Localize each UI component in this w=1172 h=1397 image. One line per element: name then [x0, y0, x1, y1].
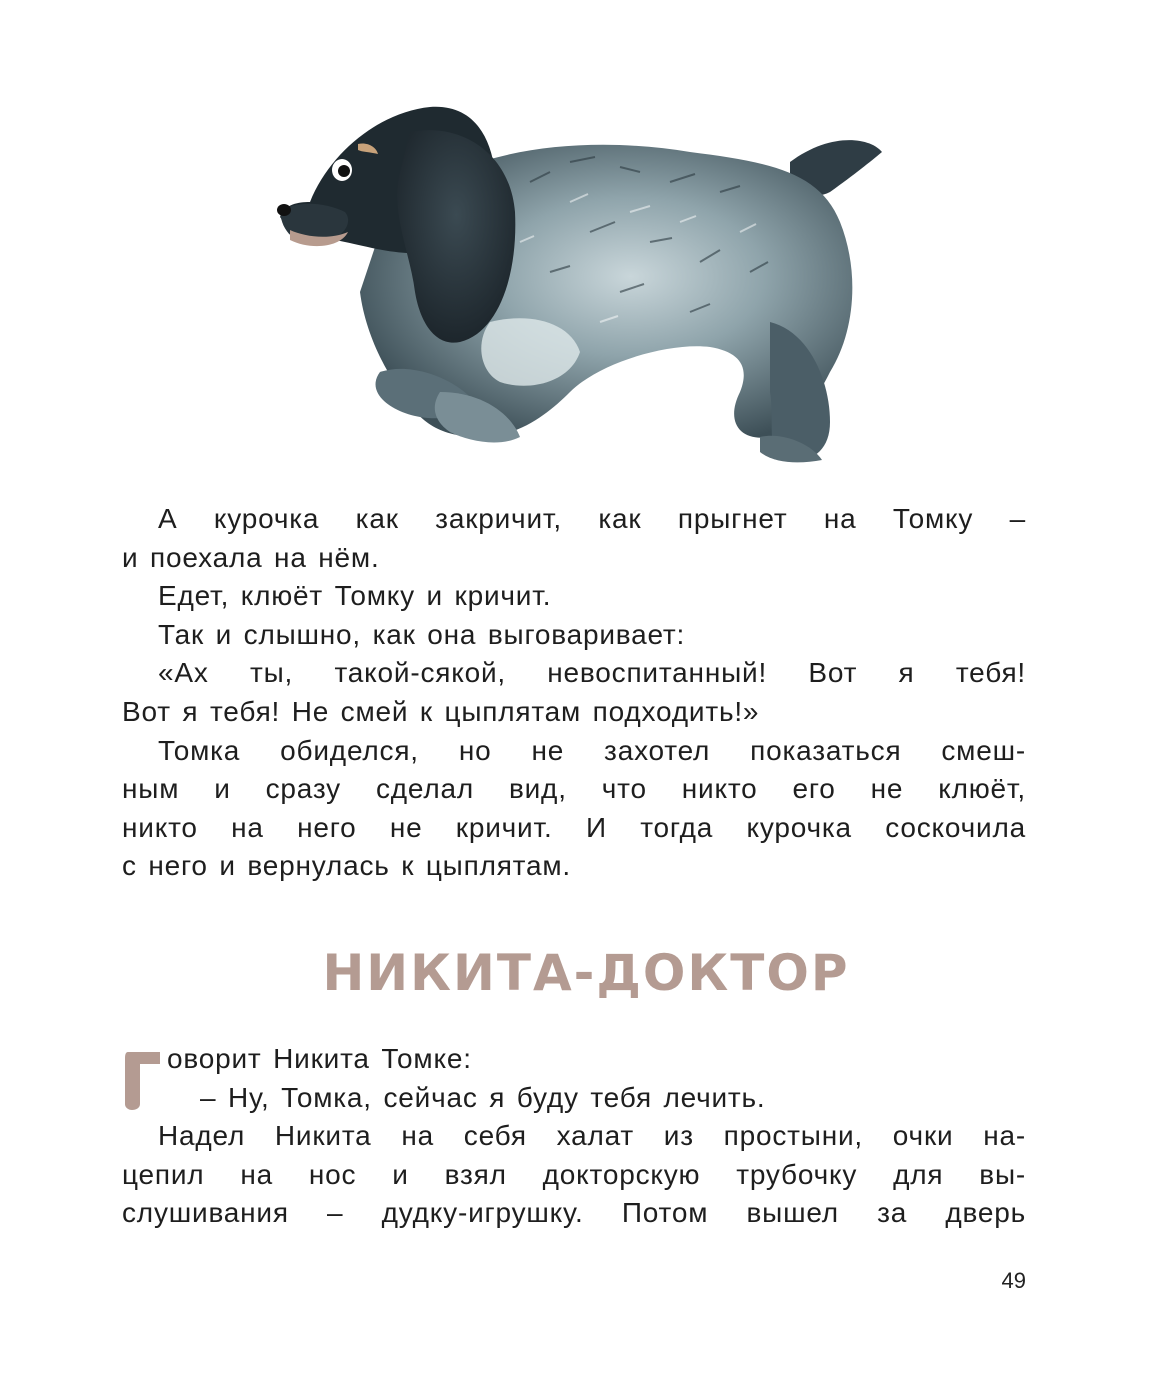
paragraph-continuation: и поехала на нём.	[122, 541, 380, 573]
paragraph-continuation: Вот я тебя! Не смей к цыплятам подходить!»	[122, 695, 760, 727]
paragraph: «Ах ты, такой-сякой, невоспитанный! Вот я тебя!	[158, 657, 1026, 689]
chapter-first-line: оворит Никита Томке:	[167, 1043, 472, 1074]
paragraph: Надел Никита на себя халат из простыни, очки на-	[158, 1120, 1026, 1151]
paragraph: Так и слышно, как она выговаривает:	[158, 618, 686, 650]
dropcap-letter	[122, 1048, 162, 1110]
paragraph-continuation: с него и вернулась к цыплятам.	[122, 850, 571, 882]
paragraph-continuation: ным и сразу сделал вид, что никто его не клюёт,	[122, 773, 1026, 805]
paragraph-continuation: никто на него не кричит. И тогда курочка соскочила	[122, 811, 1026, 843]
chapter-dialogue-line: – Ну, Томка, сейчас я буду тебя лечить.	[200, 1082, 766, 1113]
paragraph: Томка обиделся, но не захотел показаться смеш-	[158, 734, 1026, 766]
dog-illustration	[270, 92, 900, 482]
paragraph-continuation: цепил на нос и взял докторскую трубочку для вы-	[122, 1158, 1026, 1190]
paragraph: Едет, клюёт Томку и кричит.	[158, 580, 552, 612]
paragraph-continuation: слушивания – дудку-игрушку. Потом вышел за дверь	[122, 1197, 1026, 1229]
page-number: 49	[1001, 1268, 1026, 1293]
paragraph: А курочка как закричит, как прыгнет на Томку –	[158, 503, 1026, 534]
chapter-title: НИКИТА-ДОКТОР	[322, 944, 850, 1002]
story-text-top	[122, 500, 1026, 886]
story-text-bottom	[122, 1117, 1026, 1233]
